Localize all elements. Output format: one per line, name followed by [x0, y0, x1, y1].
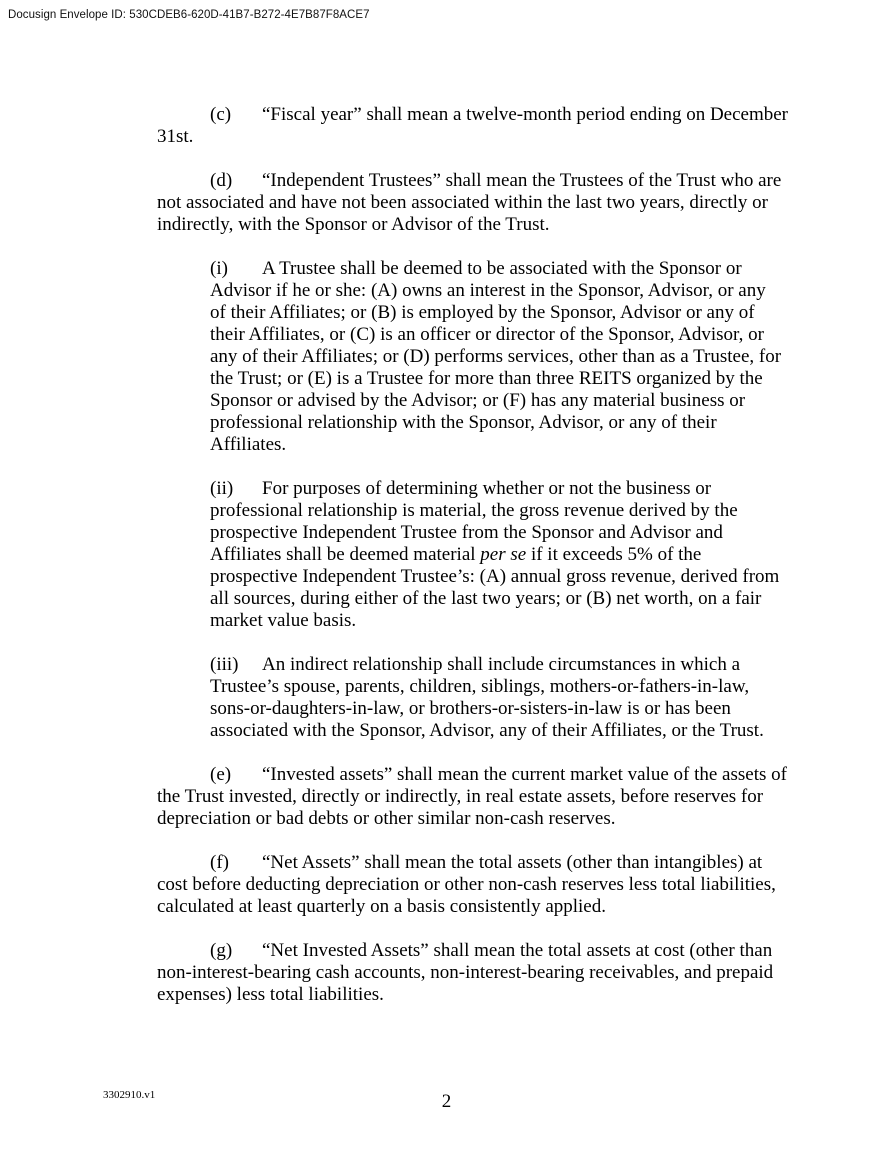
paragraph-label: (f) [210, 852, 229, 873]
paragraph-line: 31st. [157, 126, 194, 147]
paragraph-line: any of their Affiliates; or (D) performs services, other than as a Trustee, for [210, 346, 782, 367]
paragraph-line: Trustee’s spouse, parents, children, siblings, mothers-or-fathers-in-law, [210, 676, 750, 697]
definition-net-invested-assets [157, 940, 807, 1006]
paragraph-label: (i) [210, 258, 228, 279]
page-number-container [0, 1091, 893, 1113]
paragraph-label: (c) [210, 104, 232, 125]
definition-invested-assets [157, 764, 807, 830]
subparagraph-indirect-relationship [210, 654, 790, 742]
paragraph-line: prospective Independent Trustee from the Sponsor and Advisor and [210, 522, 723, 543]
paragraph-line: (d) “Independent Trustees” shall mean the Trustees of the Trust who are [210, 170, 782, 191]
paragraph-line: (f) “Net Assets” shall mean the total assets (other than intangibles) at [210, 852, 763, 873]
paragraph-line: non-interest-bearing cash accounts, non-interest-bearing receivables, and prepaid [157, 962, 774, 983]
definition-fiscal-year [157, 104, 807, 148]
paragraph-line: associated with the Sponsor, Advisor, any of their Affiliates, or the Trust. [210, 720, 764, 741]
document-body [157, 104, 807, 1028]
italic-per-se: per se [480, 544, 527, 565]
paragraph-line: Sponsor or advised by the Advisor; or (F) has any material business or [210, 390, 746, 411]
paragraph-line: professional relationship is material, the gross revenue derived by the [210, 500, 738, 521]
page-number: 2 [441, 1091, 452, 1112]
paragraph-line: Affiliates. [210, 434, 287, 455]
paragraph-line: (i) A Trustee shall be deemed to be associated with the Sponsor or [210, 258, 742, 279]
paragraph-line: (c) “Fiscal year” shall mean a twelve-month period ending on December [210, 104, 788, 125]
paragraph-line: Advisor if he or she: (A) owns an interest in the Sponsor, Advisor, or any [210, 280, 766, 301]
paragraph-label: (d) [210, 170, 233, 191]
paragraph-line: calculated at least quarterly on a basis consistently applied. [157, 896, 606, 917]
docusign-envelope-id: Docusign Envelope ID: 530CDEB6-620D-41B7-B272-4E7B87F8ACE7 [8, 9, 370, 21]
paragraph-line: (e) “Invested assets” shall mean the current market value of the assets of [210, 764, 787, 785]
paragraph-label: (ii) [210, 478, 234, 499]
paragraph-line: of their Affiliates; or (B) is employed by the Sponsor, Advisor or any of [210, 302, 755, 323]
subparagraph-materiality [210, 478, 790, 632]
paragraph-line: indirectly, with the Sponsor or Advisor of the Trust. [157, 214, 550, 235]
paragraph-line: (g) “Net Invested Assets” shall mean the total assets at cost (other than [210, 940, 773, 961]
paragraph-line: expenses) less total liabilities. [157, 984, 384, 1005]
paragraph-line: sons-or-daughters-in-law, or brothers-or-sisters-in-law is or has been [210, 698, 731, 719]
paragraph-line: the Trust invested, directly or indirectly, in real estate assets, before reserves for [157, 786, 764, 807]
paragraph-line: depreciation or bad debts or other similar non-cash reserves. [157, 808, 616, 829]
paragraph-line: (iii) An indirect relationship shall include circumstances in which a [210, 654, 741, 675]
paragraph-label: (g) [210, 940, 233, 961]
paragraph-label: (e) [210, 764, 232, 785]
paragraph-line: professional relationship with the Sponsor, Advisor, or any of their [210, 412, 717, 433]
paragraph-line: market value basis. [210, 610, 357, 631]
paragraph-line: cost before deducting depreciation or other non-cash reserves less total liabilities, [157, 874, 776, 895]
paragraph-line: prospective Independent Trustee’s: (A) annual gross revenue, derived from [210, 566, 780, 587]
paragraph-line: the Trust; or (E) is a Trustee for more than three REITS organized by the [210, 368, 763, 389]
paragraph-line: all sources, during either of the last two years; or (B) net worth, on a fair [210, 588, 762, 609]
paragraph-label: (iii) [210, 654, 239, 675]
definition-net-assets [157, 852, 807, 918]
paragraph-line: (ii) For purposes of determining whether or not the business or [210, 478, 712, 499]
subparagraph-association-criteria [210, 258, 790, 456]
document-version-id: 3302910.v1 [103, 1089, 156, 1101]
paragraph-line: their Affiliates, or (C) is an officer or director of the Sponsor, Advisor, or [210, 324, 764, 345]
paragraph-line: not associated and have not been associated within the last two years, directly or [157, 192, 768, 213]
definition-independent-trustees [157, 170, 807, 236]
paragraph-line: Affiliates shall be deemed material per se if it exceeds 5% of the [210, 544, 702, 565]
